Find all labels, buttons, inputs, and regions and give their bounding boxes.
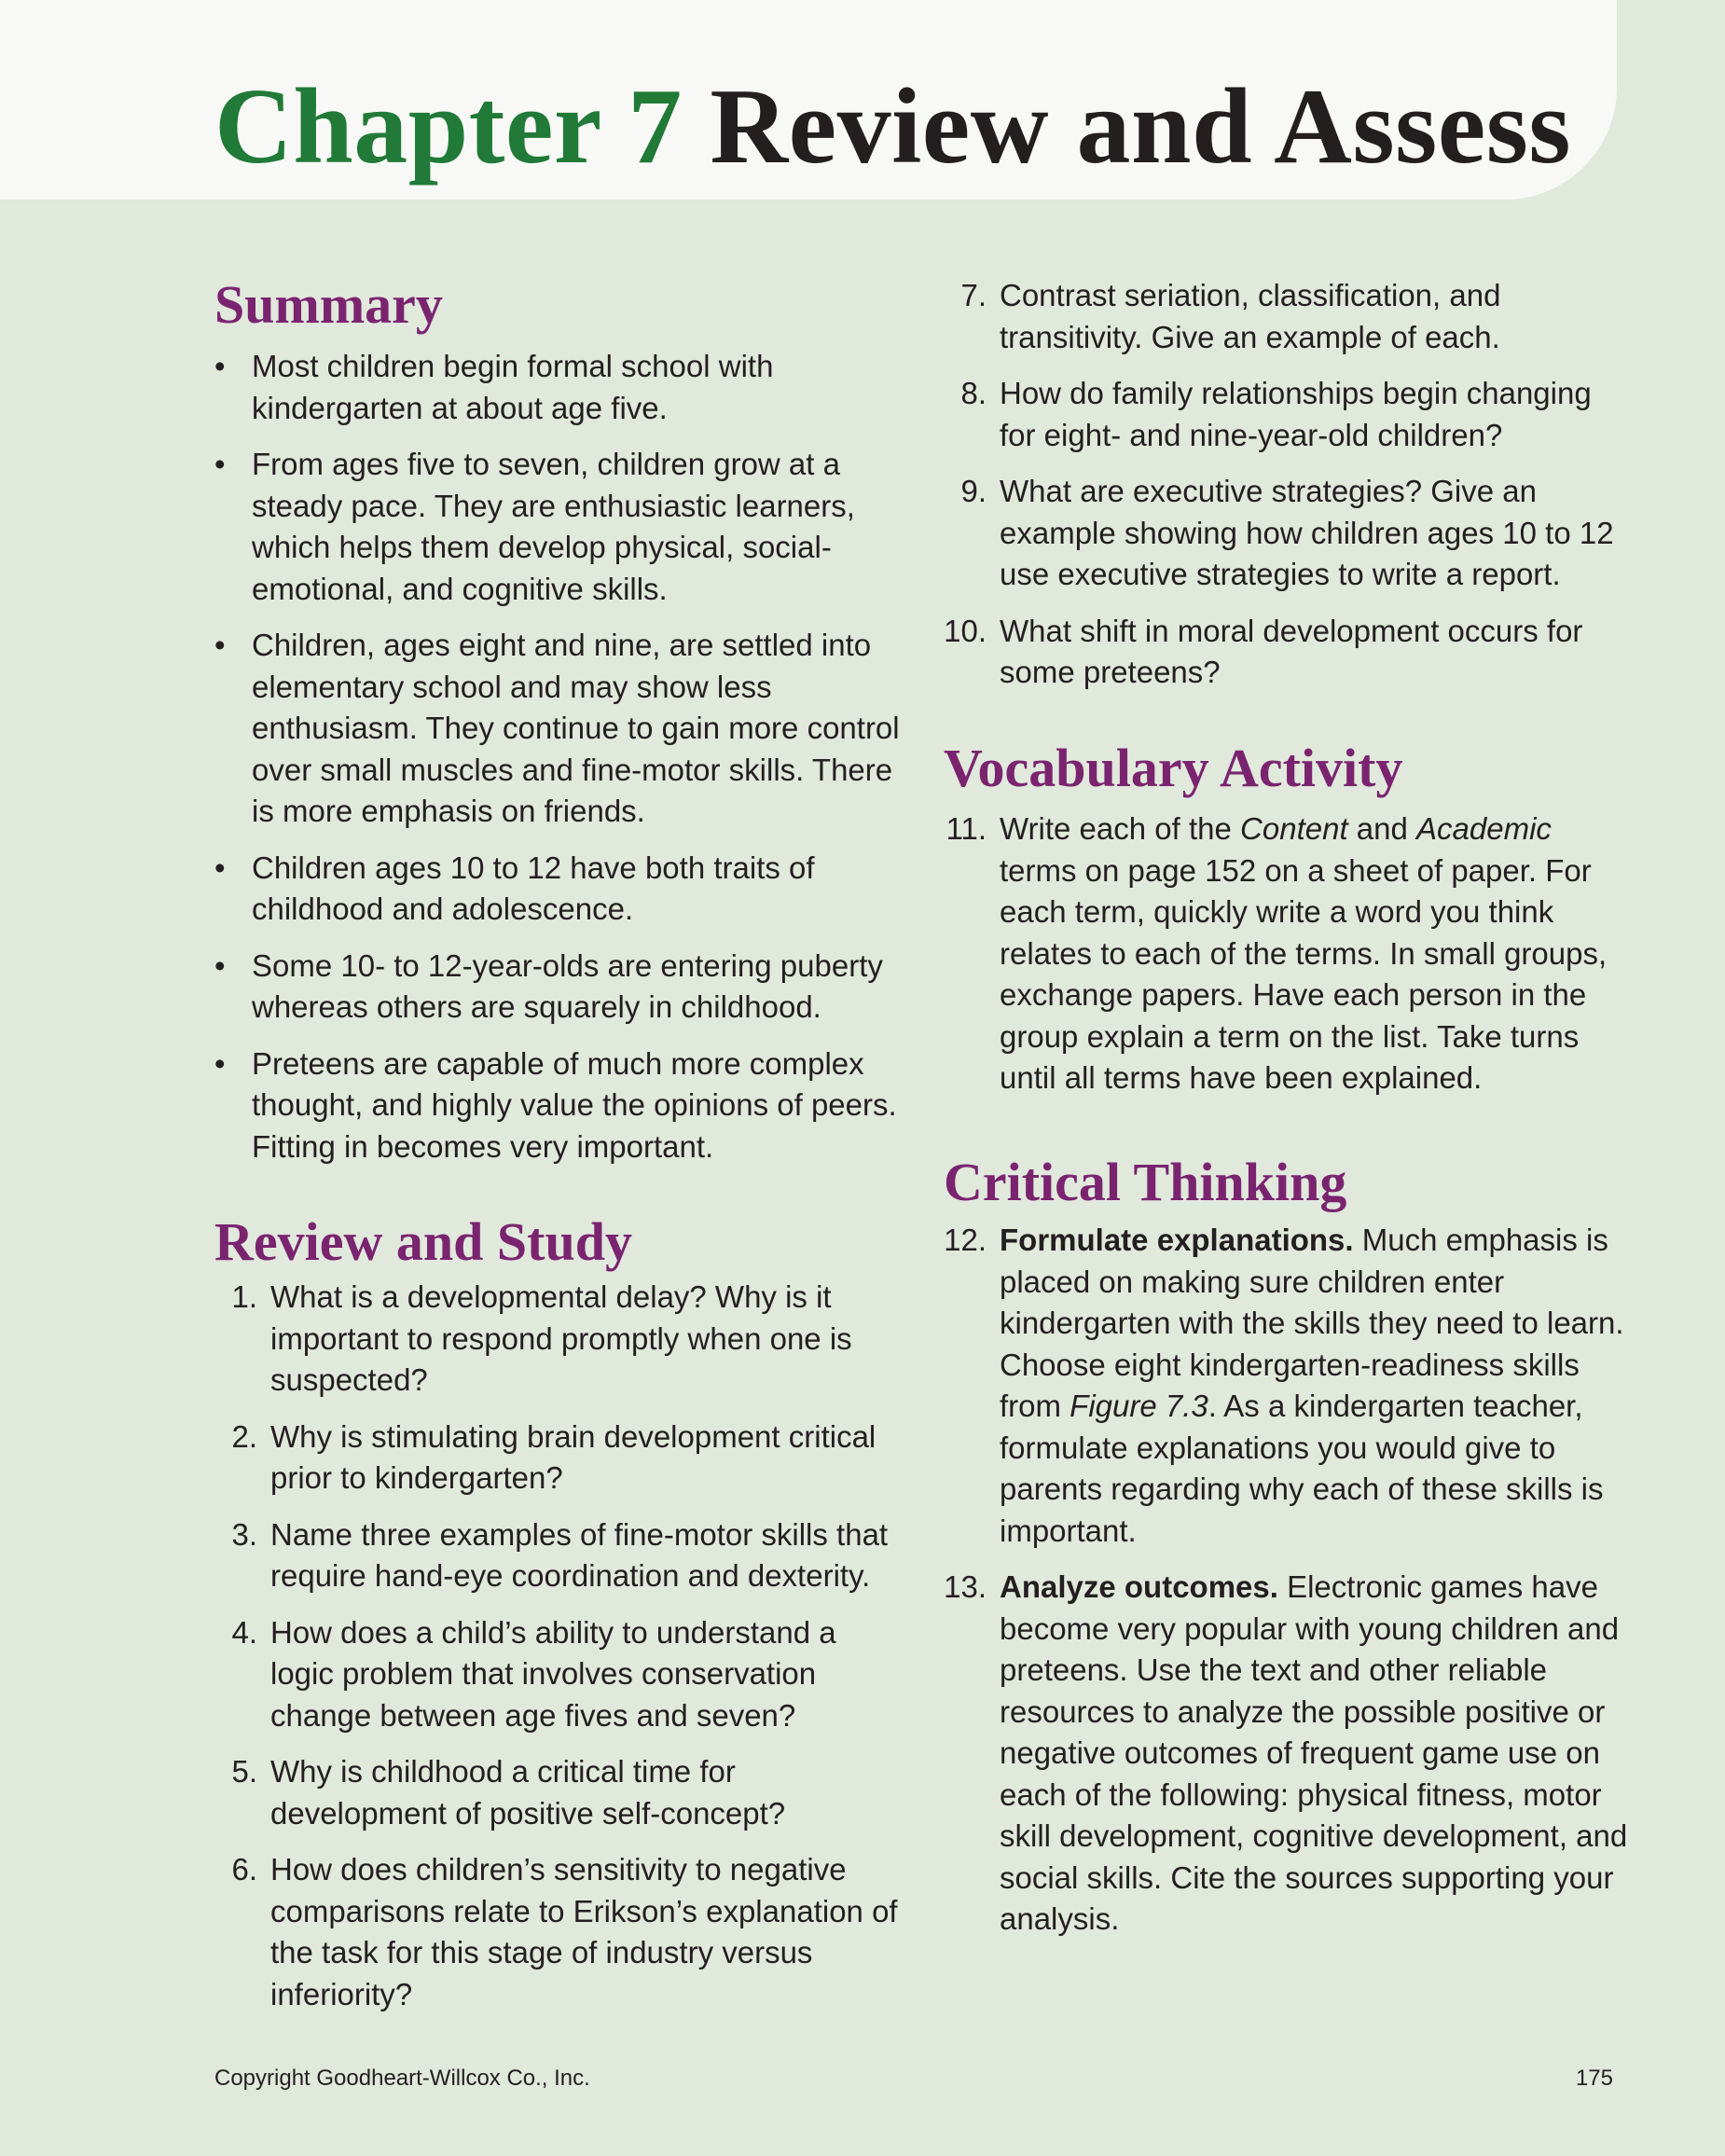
- review-item: 5. Why is childhood a critical time for development of positive self-concept?: [231, 1754, 786, 1831]
- footer-copyright: Copyright Goodheart-Willcox Co., Inc.: [214, 2066, 590, 2091]
- summary-bullet: • Children ages 10 to 12 have both traits of childhood and adolescence.: [214, 848, 901, 931]
- review-list-right: [944, 275, 1634, 709]
- bullet-icon: •: [214, 447, 226, 481]
- page-title: [214, 67, 1572, 187]
- summary-bullet: • From ages five to seven, children grow at a steady pace. They are enthusiastic learners, which helps them develop physical, social-emotional, and cognitive skills.: [214, 444, 901, 610]
- vocabulary-heading: Vocabulary Activity: [944, 738, 1403, 798]
- review-item: 3. Name three examples of fine-motor skills that require hand-eye coordination and dexterity.: [231, 1516, 889, 1593]
- review-item: 8. How do family relationships begin changing for eight- and nine-year-old children?: [960, 376, 1592, 452]
- page-number: 175: [1575, 2066, 1613, 2091]
- chapter-label: Chapter 7: [214, 67, 683, 187]
- bullet-icon: •: [214, 1045, 226, 1081]
- critical-item: 13. Analyze outcomes. Electronic games have become very popular with young children and preteens. Use the text and other reliable resources to analyze the possible positive or negative outcomes of frequent game use on each of the following: physical fitness, motor skill development, cognitive development, and social skills. Cite the sources supporting your analysis.: [944, 1569, 1628, 1936]
- summary-bullet: • Children, ages eight and nine, are settled into elementary school and may show less enthusiasm. They continue to gain more control over small muscles and fine-motor skills. There is more emphasis on friends.: [214, 625, 901, 833]
- bullet-icon: •: [214, 349, 226, 383]
- chapter-title: Review and Assess: [710, 67, 1572, 187]
- vocabulary-item: 11. Write each of the Content and Academic terms on page 152 on a sheet of paper. For each term, quickly write a word you think relates to each of the terms. In small groups, exchange papers. Have each person in the group explain a term on the list. Take turns until all terms have been explained.: [945, 811, 1608, 1095]
- critical-heading: Critical Thinking: [944, 1152, 1347, 1212]
- review-heading: Review and Study: [214, 1211, 632, 1272]
- review-item: 9. What are executive strategies? Give an example showing how children ages 10 to 12 use executive strategies to write a report.: [960, 474, 1614, 591]
- summary-bullet: • Most children begin formal school with kindergarten at about age five.: [214, 346, 901, 429]
- summary-list: [214, 346, 901, 1182]
- critical-item: 12. Formulate explanations. Much emphasis is placed on making sure children enter kindergarten with the skills they need to learn. Choose eight kindergarten-readiness skills from Figure 7.3. As a kindergarten teacher, formulate explanations you would give to parents regarding why each of these skills is important.: [944, 1223, 1624, 1548]
- review-item: 2. Why is stimulating brain development critical prior to kindergarten?: [231, 1418, 876, 1495]
- review-item: 6. How does children’s sensitivity to negative comparisons relate to Erikson’s explanation of the task for this stage of industry versus inferiority?: [231, 1852, 898, 2011]
- summary-bullet: • Some 10- to 12-year-olds are entering puberty whereas others are squarely in childhood.: [214, 946, 901, 1029]
- review-item: 7. Contrast seriation, classification, and transitivity. Give an example of each.: [960, 278, 1501, 354]
- summary-heading: Summary: [214, 274, 443, 335]
- summary-bullet: • Preteens are capable of much more complex thought, and highly value the opinions of peers. Fitting in becomes very important.: [214, 1043, 901, 1168]
- vocabulary-list: [944, 808, 1634, 1114]
- bullet-icon: •: [214, 850, 226, 885]
- review-item: 4. How does a child’s ability to understand a logic problem that involves conservation change between age fives and seven?: [231, 1614, 836, 1733]
- review-item: 1. What is a developmental delay? Why is it important to respond promptly when one is suspected?: [231, 1279, 852, 1397]
- critical-list: [944, 1220, 1634, 1956]
- bullet-icon: •: [214, 628, 226, 662]
- bullet-icon: •: [214, 947, 226, 983]
- review-list-left: [214, 1277, 901, 2030]
- review-item: 10. What shift in moral development occurs for some preteens?: [944, 613, 1583, 689]
